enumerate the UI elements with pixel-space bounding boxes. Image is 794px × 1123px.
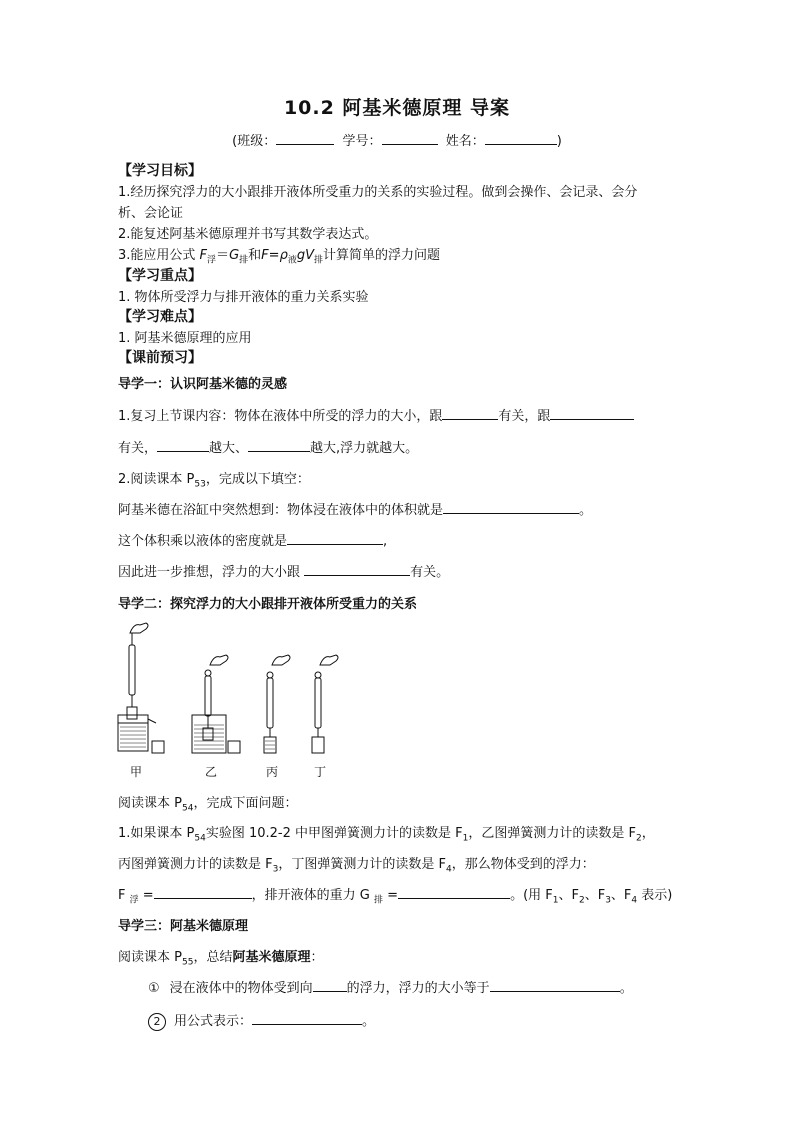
experiment-figure <box>112 615 352 785</box>
figure-label-bing: 丙 <box>266 765 279 779</box>
guide1-q1-line2: 有关， 越大、 越大,浮力就越大。 <box>118 437 418 456</box>
guide1-title: 导学一：认识阿基米德的灵感 <box>118 377 288 392</box>
guide3-read: 阅读课本 $P_{55}$，总结阿基米德原理： <box>118 950 324 968</box>
info-open: ( <box>232 134 238 149</box>
name-label: 姓名： <box>445 134 485 149</box>
keypoint-1: 1. 物体所受浮力与排开液体的重力关系实验 <box>118 290 369 305</box>
item2-number: 2 <box>148 1013 166 1031</box>
objective-2: 2.能复述阿基米德原理并书写其数学表达式。 <box>118 227 378 242</box>
buoyancy-blank[interactable] <box>154 884 252 899</box>
displaced-weight-blank[interactable] <box>398 884 510 899</box>
blank[interactable] <box>443 499 579 514</box>
preview-header: 【课前预习】 <box>118 350 202 366</box>
guide2-q1-line2: 丙图弹簧测力计的读数是 $F_3$，丁图弹簧测力计的读数是 $F_4$，那么物体受到的浮力： <box>118 857 595 875</box>
figure-label-ding: 丁 <box>314 765 327 779</box>
guide1-q1-line1: 1.复习上节课内容：物体在液体中所受的浮力的大小，跟 有关，跟 <box>118 405 634 424</box>
blank[interactable] <box>442 405 498 420</box>
guide3-title: 导学三：阿基米德原理 <box>118 919 249 934</box>
class-label: 班级： <box>237 134 277 149</box>
guide3-item2: 2 用公式表示： 。 <box>148 1010 375 1031</box>
guide1-s2: 这个体积乘以液体的密度就是 , <box>118 530 387 549</box>
setup-yi-figure <box>192 655 240 753</box>
class-blank[interactable] <box>276 130 334 145</box>
id-label: 学号： <box>342 134 382 149</box>
name-blank[interactable] <box>485 130 557 145</box>
formula-blank[interactable] <box>252 1010 362 1025</box>
student-info-line <box>0 130 794 149</box>
page-title: 10.2 阿基米德原理 导案 <box>283 97 511 119</box>
objectives-header: 【学习目标】 <box>118 163 202 179</box>
setup-bing-figure <box>264 655 290 753</box>
blank[interactable] <box>157 437 209 452</box>
objective-1a: 1.经历探究浮力的大小跟排开液体所受重力的关系的实验过程。做到会操作、会记录、会分 <box>118 185 638 200</box>
info-close: ) <box>556 134 562 149</box>
guide2-answer-line: F $_浮$ = ，排开液体的重力 G $_排$ = 。(用 $F_1$、$F_2$、$F_3$、$F_4$ 表示) <box>118 884 672 906</box>
objective-1b: 析、会论证 <box>118 206 184 221</box>
guide2-q1-line1: 1.如果课本 $P_{54}$实验图 10.2-2 中甲图弹簧测力计的读数是 $F_1$，乙图弹簧测力计的读数是 $F_2$， <box>118 826 655 844</box>
blank[interactable] <box>248 437 310 452</box>
guide1-s3: 因此进一步推想，浮力的大小跟 有关。 <box>118 561 449 580</box>
blank[interactable] <box>550 405 634 420</box>
guide2-read: 阅读课本 $P_{54}$，完成下面问题： <box>118 796 298 814</box>
blank[interactable] <box>304 561 410 576</box>
direction-blank[interactable] <box>313 977 347 992</box>
figure-label-yi: 乙 <box>205 765 218 779</box>
objective-3: 3.能应用公式 $F_浮=G_排$和$F=\rho_液gV_排$计算简单的浮力问题 <box>118 248 441 266</box>
difficulty-1: 1. 阿基米德原理的应用 <box>118 331 252 346</box>
difficulties-header: 【学习难点】 <box>118 309 202 325</box>
guide1-q2: 2.阅读课本 $P_{53}$，完成以下填空： <box>118 472 310 490</box>
blank[interactable] <box>287 530 383 545</box>
figure-label-jia: 甲 <box>130 765 143 779</box>
setup-ding-figure <box>312 655 338 753</box>
guide3-item1: ① 浸在液体中的物体受到向 的浮力，浮力的大小等于 。 <box>148 977 633 996</box>
keypoints-header: 【学习重点】 <box>118 268 202 284</box>
guide2-title: 导学二：探究浮力的大小跟排开液体所受重力的关系 <box>118 597 418 612</box>
id-blank[interactable] <box>382 130 438 145</box>
magnitude-blank[interactable] <box>490 977 620 992</box>
guide1-s1: 阿基米德在浴缸中突然想到：物体浸在液体中的体积就是 。 <box>118 499 592 518</box>
setup-jia-figure <box>118 623 164 753</box>
